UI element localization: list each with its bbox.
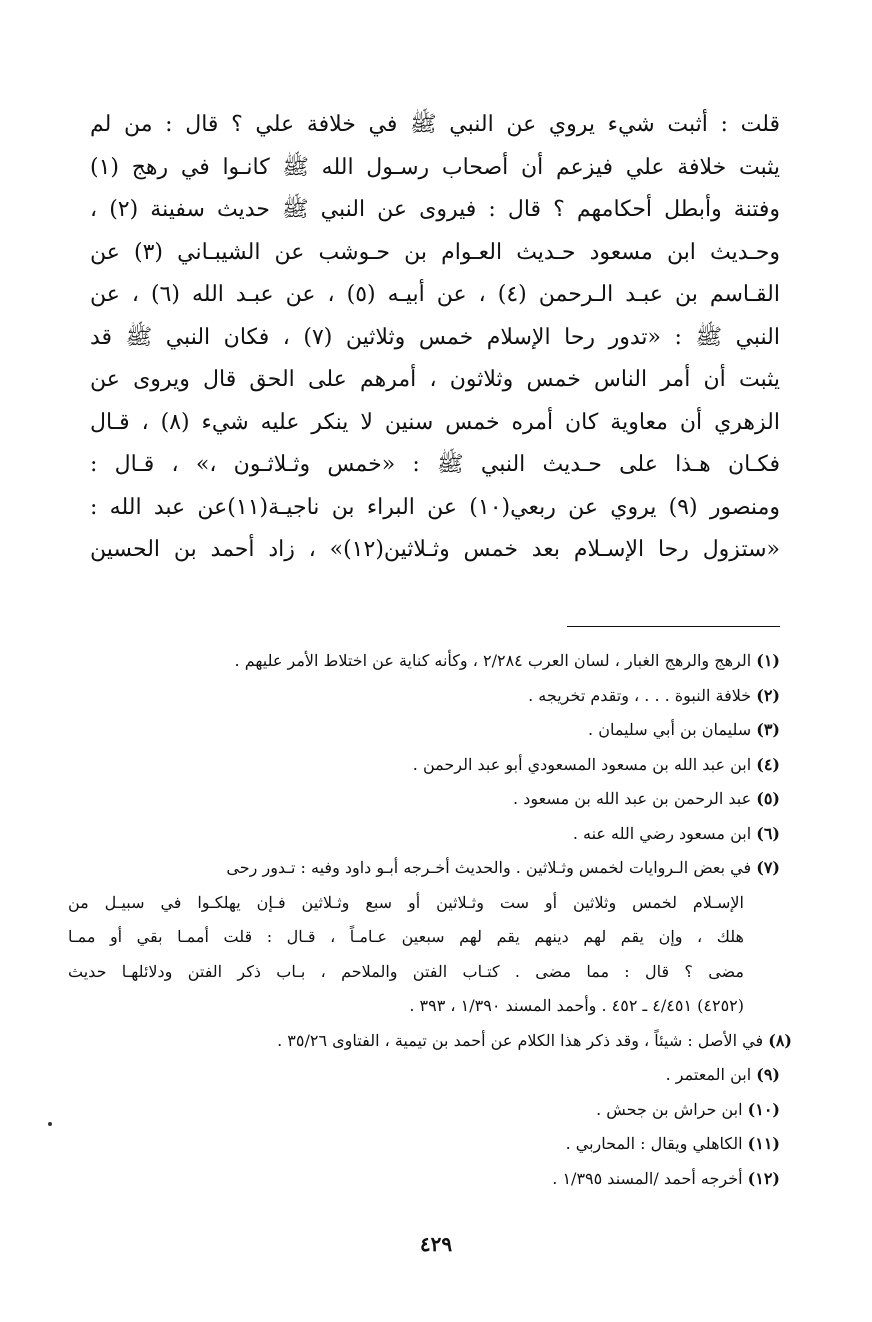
footnote-text: في بعض الـروايات لخمس وثـلاثين . والحديث أخـرجه أبـو داود وفيه : تـدور رحى: [226, 858, 752, 877]
text-line: فكـان هـذا على حـديث النبي ﷺ : «خمس وثـلاثـون ،» ، قـال :: [90, 452, 780, 477]
text-line: النبي ﷺ : «تدور رحا الإسلام خمس وثلاثين (٧) ، فكان النبي ﷺ قد: [90, 324, 780, 350]
footnote-number: (٥): [756, 789, 780, 808]
footnote-text: الرهج والرهج الغبار ، لسان العرب ٢/٢٨٤ ، وكأنه كناية عن اختلاط الأمر عليهم .: [234, 651, 752, 670]
footnote-continuation: هلك ، وإن يقم لهم دينهم يقم لهم سبعين عـامـاً ، قـال : قلت أممـا بقي أو ممـا: [68, 927, 744, 946]
footnote: [68, 713, 780, 748]
footnote: [68, 851, 780, 886]
footnote-continuation: (٤٢٥٢) ٤/٤٥١ ـ ٤٥٢ . وأحمد المسند ١/٣٩٠ ، ٣٩٣ .: [409, 996, 744, 1015]
footnote: [68, 782, 780, 817]
footnote-number: (٢): [756, 685, 780, 705]
footnote-number: (٣): [756, 720, 780, 739]
footnote: [68, 644, 780, 679]
text-line: وحـديث ابن مسعود حـديث العـوام بن حـوشب عن الشيبـاني (٣) عن: [90, 239, 780, 265]
footnote: [68, 748, 780, 783]
text-line: «ستزول رحا الإسـلام بعد خمس وثـلاثين(١٢)» ، زاد أحمد بن الحسين: [90, 537, 780, 562]
footnote-number: (١١): [747, 1134, 780, 1153]
footnote-text: ابن عبد الله بن مسعود المسعودي أبو عبد الرحمن .: [412, 754, 752, 774]
scan-speck: [48, 1122, 52, 1130]
footnote: [68, 1127, 780, 1162]
text-line: يثبت أن أمر الناس خمس وثلاثون ، أمرهم على الحق قال ويروى عن: [90, 367, 780, 392]
text-line: وفتنة وأبطل أحكامهم ؟ قال : فيروى عن النبي ﷺ حديث سفينة (٢) ،: [90, 197, 780, 222]
footnote-text: الكاهلي ويقال : المحاربي .: [565, 1134, 743, 1153]
footnote-text: سليمان بن أبي سليمان .: [588, 720, 752, 739]
footnote-continuation: الإسـلام لخمس وثلاثين أو ست وثـلاثين أو سبع وثـلاثين فـإن يهلكـوا في سبيـل من: [68, 892, 744, 912]
footnote-number: (٧): [756, 858, 780, 877]
footnote-number: (٨): [768, 1030, 792, 1050]
text-line: ومنصور (٩) يروي عن ربعي(١٠) عن البراء بن ناجيـة(١١)عن عبد الله :: [90, 494, 780, 520]
text-line: قلت : أثبت شيء يروي عن النبي ﷺ في خلافة علي ؟ قال : من لم: [90, 112, 780, 137]
footnote: [68, 1093, 780, 1128]
main-text: [90, 104, 780, 572]
footnote: [68, 1162, 780, 1197]
text-line: الزهري أن معاوية كان أمره خمس سنين لا ينكر عليه شيء (٨) ، قـال: [90, 409, 780, 435]
footnote-number: (١٠): [747, 1099, 780, 1119]
footnote-number: (٦): [756, 823, 780, 843]
footnote-number: (١٢): [747, 1168, 780, 1188]
footnote: [68, 817, 780, 852]
footnote-separator: [567, 626, 780, 627]
footnote-number: (١): [756, 651, 780, 670]
footnote-number: (٩): [756, 1065, 780, 1084]
footnote-text: عبد الرحمن بن عبد الله بن مسعود .: [513, 789, 752, 808]
footnote: [68, 1024, 792, 1059]
footnote-text: أخرجه أحمد /المسند ١/٣٩٥ .: [552, 1168, 743, 1188]
page-number: ٤٢٩: [419, 1232, 453, 1256]
footnote-text: في الأصل : شيئاً ، وقد ذكر هذا الكلام عن أحمد بن تيمية ، الفتاوى ٣٥/٢٦ .: [277, 1030, 764, 1050]
footnotes: [68, 644, 792, 1196]
text-line: القـاسم بن عبـد الـرحمن (٤) ، عن أبيـه (٥) ، عن عبـد الله (٦) ، عن: [90, 282, 780, 307]
footnote: [68, 1058, 780, 1093]
footnote-text: ابن مسعود رضي الله عنه .: [572, 823, 752, 843]
text-line: يثبت خلافة علي فيزعم أن أصحاب رسـول الله ﷺ كانـوا في رهج (١): [90, 154, 780, 180]
footnote-text: ابن المعتمر .: [665, 1065, 752, 1084]
footnote-continuation: مضى ؟ قال : مما مضى . كتـاب الفتن والملاحم ، بـاب ذكر الفتن ودلائلهـا حديث: [68, 961, 744, 981]
footnote-text: خلافة النبوة . . . ، وتقدم تخريجه .: [528, 685, 752, 705]
footnote-text: ابن حراش بن جحش .: [596, 1099, 743, 1119]
footnote: [68, 679, 780, 714]
footnote-number: (٤): [756, 754, 780, 774]
